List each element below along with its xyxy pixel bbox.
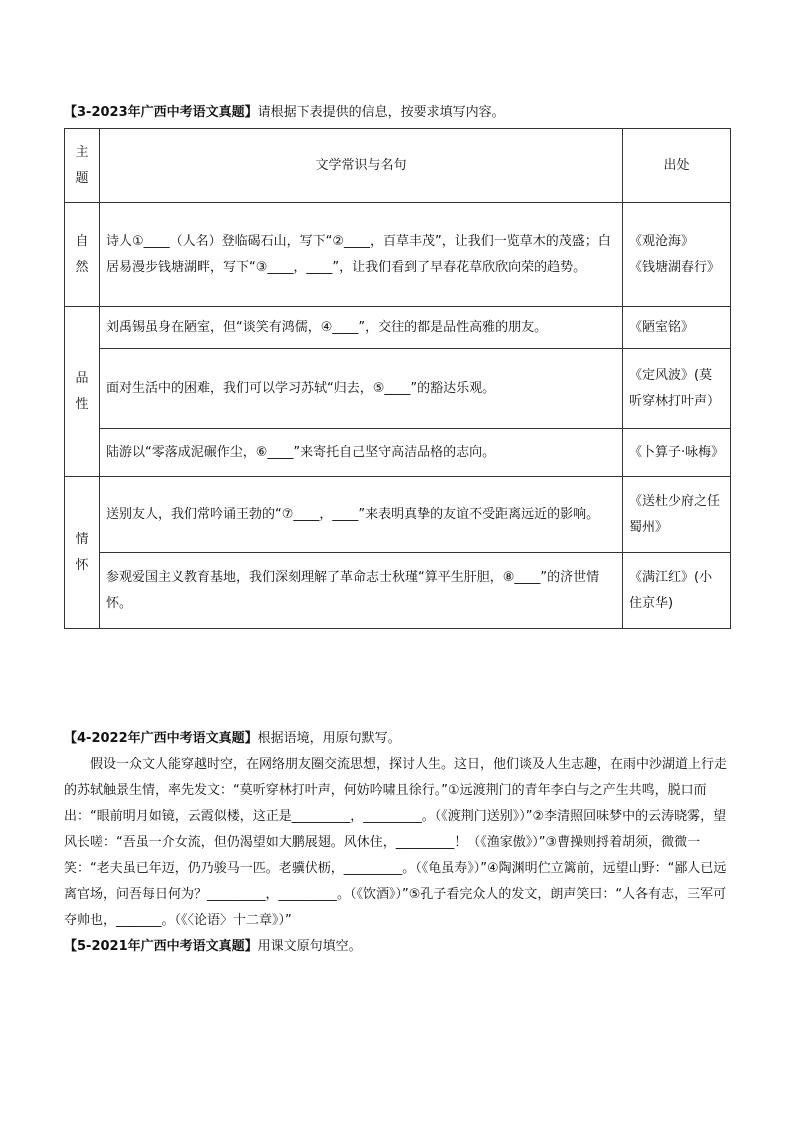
category-nature-char-1: 自 bbox=[75, 233, 89, 249]
row-1-source bbox=[623, 203, 731, 307]
row-3-content: 面对生活中的困难，我们可以学习苏轼“归去，⑤____”的豁达乐观。 bbox=[100, 349, 623, 429]
question-4-tag: 【4-2022年广西中考语文真题】 bbox=[64, 731, 258, 746]
row-1-content: 诗人①____（人名）登临碣石山，写下“②____，百草丰茂”，让我们一览草木的茂盛；白居易漫步钱塘湖畔，写下“③____，____”，让我们看到了早春花草欣欣向荣的趋势。 bbox=[100, 203, 623, 307]
category-feelings-char-1: 情 bbox=[75, 531, 89, 547]
header-content: 文学常识与名句 bbox=[100, 129, 623, 203]
category-nature bbox=[65, 203, 100, 307]
category-nature-char-2: 然 bbox=[75, 259, 89, 275]
category-character bbox=[65, 307, 100, 477]
row-1-source-1: 《观沧海》 bbox=[629, 233, 695, 249]
question-5-instruction: 用课文原句填空。 bbox=[257, 939, 362, 954]
table-row bbox=[65, 349, 731, 429]
question-4-block bbox=[64, 726, 730, 960]
header-theme-char-1: 主 bbox=[75, 144, 89, 160]
row-5-content: 送别友人，我们常吟诵王勃的“⑦____，____”来表明真挚的友谊不受距离远近的影响。 bbox=[100, 477, 623, 553]
question-4-passage: 假设一众文人能穿越时空，在网络朋友圈交流思想，探讨人生。这日，他们谈及人生志趣，在雨中沙湖道上行走的苏轼触景生情，率先发文：“莫听穿林打叶声，何妨吟啸且徐行。”①远渡荆门的青年李白与之产生共鸣，脱口而出：“眼前明月如镜，云霞似楼，这正是_________，_________。（《渡荆门送别》）”②李清照回味梦中的云涛晓雾，望风长嗟：“吾虽一介女流，但仍渴望如大鹏展翅。风休住，_________！（《渔家傲》）”③曹操则捋着胡须，微微一笑：“老夫虽已年迈，仍乃骏马一匹。老骥伏枥，_________。（《龟虽寿》）”④陶渊明伫立篱前，远望山野：“鄙人已远离官场，问吾每日何为？_________，_________。（《饮酒》）”⑤孔子看完众人的发文，朗声笑曰：“人各有志，三军可夺帅也，_______。（《〈论语〉十二章》）” bbox=[64, 757, 728, 928]
question-5-tag: 【5-2021年广西中考语文真题】 bbox=[64, 939, 258, 954]
row-2-content: 刘禹锡虽身在陋室，但“谈笑有鸿儒，④____”，交往的都是品性高雅的朋友。 bbox=[100, 307, 623, 349]
question-5-heading bbox=[64, 934, 730, 960]
row-4-source: 《卜算子·咏梅》 bbox=[623, 429, 731, 477]
row-6-source: 《满江红》(小住京华) bbox=[623, 553, 731, 629]
question-4-heading bbox=[64, 726, 730, 752]
category-character-char-2: 性 bbox=[75, 396, 89, 412]
table-header-row bbox=[65, 129, 731, 203]
table-row bbox=[65, 553, 731, 629]
table-row bbox=[65, 203, 731, 307]
question-3-heading bbox=[64, 104, 505, 122]
row-5-source: 《送杜少府之任蜀州》 bbox=[623, 477, 731, 553]
header-source: 出处 bbox=[623, 129, 731, 203]
question-3-tag: 【3-2023年广西中考语文真题】 bbox=[64, 105, 258, 120]
row-4-content: 陆游以“零落成泥碾作尘，⑥____”来寄托自己坚守高洁品格的志向。 bbox=[100, 429, 623, 477]
table-row bbox=[65, 429, 731, 477]
category-feelings-char-2: 怀 bbox=[75, 557, 89, 573]
table-row bbox=[65, 307, 731, 349]
header-theme bbox=[65, 129, 100, 203]
header-theme-char-2: 题 bbox=[75, 170, 89, 186]
category-feelings bbox=[65, 477, 100, 629]
row-3-source: 《定风波》(莫听穿林打叶声） bbox=[623, 349, 731, 429]
row-1-source-2: 《钱塘湖春行》 bbox=[629, 259, 721, 275]
question-3-instruction: 请根据下表提供的信息，按要求填写内容。 bbox=[257, 105, 505, 120]
row-6-content: 参观爱国主义教育基地，我们深刻理解了革命志士秋瑾“算平生肝胆，⑧____”的济世情怀。 bbox=[100, 553, 623, 629]
row-2-source: 《陋室铭》 bbox=[623, 307, 731, 349]
table-row bbox=[65, 477, 731, 553]
category-character-char-1: 品 bbox=[75, 370, 89, 386]
literature-table bbox=[64, 128, 731, 629]
question-4-instruction: 根据语境，用原句默写。 bbox=[257, 731, 401, 746]
